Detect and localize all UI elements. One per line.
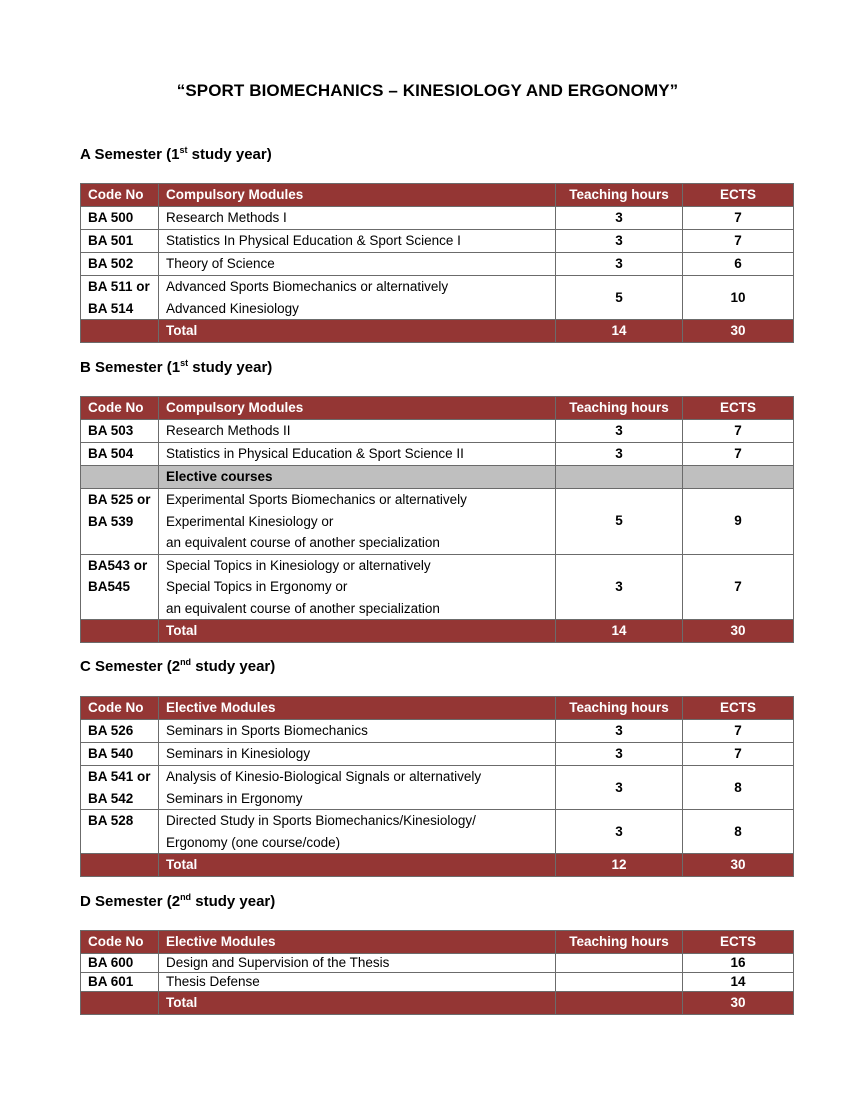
hours-cell: 3 [556,443,683,466]
code-cell: BA 600 [81,954,159,973]
semester-c-table [80,696,794,877]
header-hours: Teaching hours [556,931,683,954]
semester-a-heading: A Semester (1st study year) [80,145,272,163]
total-hours [556,992,683,1015]
semester-b-table [80,396,794,643]
module-cell: Experimental Sports Biomechanics or alternatively Experimental Kinesiology or an equivalent course of another specialization [159,489,556,555]
hours-cell [556,954,683,973]
total-empty [81,620,159,643]
ects-cell: 16 [683,954,794,973]
total-label: Total [159,854,556,877]
total-row [81,320,794,343]
ects-cell: 7 [683,443,794,466]
hours-cell: 3 [556,207,683,230]
ects-cell: 7 [683,230,794,253]
hours-cell [556,973,683,992]
ects-cell: 7 [683,420,794,443]
header-ects: ECTS [683,397,794,420]
module-cell: Seminars in Kinesiology [159,743,556,766]
ects-cell: 8 [683,810,794,854]
table-row [81,276,794,320]
ects-cell: 14 [683,973,794,992]
elective-label: Elective courses [159,466,556,489]
code-cell: BA 511 or BA 514 [81,276,159,320]
hours-cell: 3 [556,554,683,620]
header-modules: Compulsory Modules [159,397,556,420]
semester-d-table [80,930,794,1015]
header-code: Code No [81,397,159,420]
semester-c-heading: C Semester (2nd study year) [80,657,276,675]
total-empty [81,854,159,877]
table-row [81,443,794,466]
total-empty [81,320,159,343]
hours-cell: 3 [556,253,683,276]
code-cell: BA 526 [81,720,159,743]
code-cell: BA 601 [81,973,159,992]
header-ects: ECTS [683,697,794,720]
table-row [81,954,794,973]
header-hours: Teaching hours [556,697,683,720]
header-ects: ECTS [683,931,794,954]
table-row [81,743,794,766]
total-label: Total [159,992,556,1015]
total-hours: 14 [556,620,683,643]
code-cell: BA 540 [81,743,159,766]
ects-cell: 6 [683,253,794,276]
semester-a-table [80,183,794,343]
table-header [81,184,794,207]
hours-cell: 3 [556,743,683,766]
table-row [81,230,794,253]
ects-cell: 7 [683,554,794,620]
table-row [81,253,794,276]
table-row [81,766,794,810]
table-row [81,420,794,443]
total-hours: 14 [556,320,683,343]
table-row [81,489,794,555]
total-ects: 30 [683,992,794,1015]
hours-cell: 5 [556,276,683,320]
ects-cell: 9 [683,489,794,555]
module-cell: Thesis Defense [159,973,556,992]
header-modules: Elective Modules [159,697,556,720]
ects-cell: 7 [683,207,794,230]
header-code: Code No [81,697,159,720]
table-row [81,554,794,620]
total-hours: 12 [556,854,683,877]
code-cell: BA 500 [81,207,159,230]
elective-courses-row [81,466,794,489]
header-code: Code No [81,184,159,207]
header-modules: Elective Modules [159,931,556,954]
module-cell: Statistics In Physical Education & Sport Science I [159,230,556,253]
ects-cell: 7 [683,743,794,766]
module-cell: Research Methods II [159,420,556,443]
total-label: Total [159,320,556,343]
module-cell: Statistics in Physical Education & Sport Science II [159,443,556,466]
semester-d-heading: D Semester (2nd study year) [80,892,276,910]
total-row [81,854,794,877]
table-row [81,810,794,854]
code-cell: BA 501 [81,230,159,253]
table-header [81,697,794,720]
header-hours: Teaching hours [556,184,683,207]
elective-empty [556,466,683,489]
total-row [81,620,794,643]
hours-cell: 3 [556,766,683,810]
code-cell: BA 528 [81,810,159,854]
hours-cell: 3 [556,420,683,443]
module-cell: Seminars in Sports Biomechanics [159,720,556,743]
module-cell: Research Methods I [159,207,556,230]
ects-cell: 10 [683,276,794,320]
total-ects: 30 [683,320,794,343]
total-ects: 30 [683,854,794,877]
header-ects: ECTS [683,184,794,207]
module-cell: Analysis of Kinesio-Biological Signals or alternatively Seminars in Ergonomy [159,766,556,810]
code-cell: BA543 or BA545 [81,554,159,620]
header-hours: Teaching hours [556,397,683,420]
module-cell: Theory of Science [159,253,556,276]
hours-cell: 3 [556,230,683,253]
total-row [81,992,794,1015]
semester-b-heading: B Semester (1st study year) [80,358,273,376]
hours-cell: 3 [556,810,683,854]
document-title: “SPORT BIOMECHANICS – KINESIOLOGY AND ERGONOMY” [176,81,679,100]
hours-cell: 5 [556,489,683,555]
elective-empty [683,466,794,489]
ects-cell: 8 [683,766,794,810]
code-cell: BA 504 [81,443,159,466]
table-row [81,207,794,230]
hours-cell: 3 [556,720,683,743]
table-row [81,973,794,992]
total-ects: 30 [683,620,794,643]
module-cell: Design and Supervision of the Thesis [159,954,556,973]
module-cell: Advanced Sports Biomechanics or alternatively Advanced Kinesiology [159,276,556,320]
module-cell: Special Topics in Kinesiology or alternatively Special Topics in Ergonomy or an equivalent course of another specialization [159,554,556,620]
table-row [81,720,794,743]
header-modules: Compulsory Modules [159,184,556,207]
code-cell: BA 503 [81,420,159,443]
module-cell: Directed Study in Sports Biomechanics/Kinesiology/ Ergonomy (one course/code) [159,810,556,854]
code-cell: BA 525 or BA 539 [81,489,159,555]
table-header [81,397,794,420]
total-empty [81,992,159,1015]
code-cell: BA 502 [81,253,159,276]
total-label: Total [159,620,556,643]
table-header [81,931,794,954]
ects-cell: 7 [683,720,794,743]
elective-empty [81,466,159,489]
code-cell: BA 541 or BA 542 [81,766,159,810]
header-code: Code No [81,931,159,954]
